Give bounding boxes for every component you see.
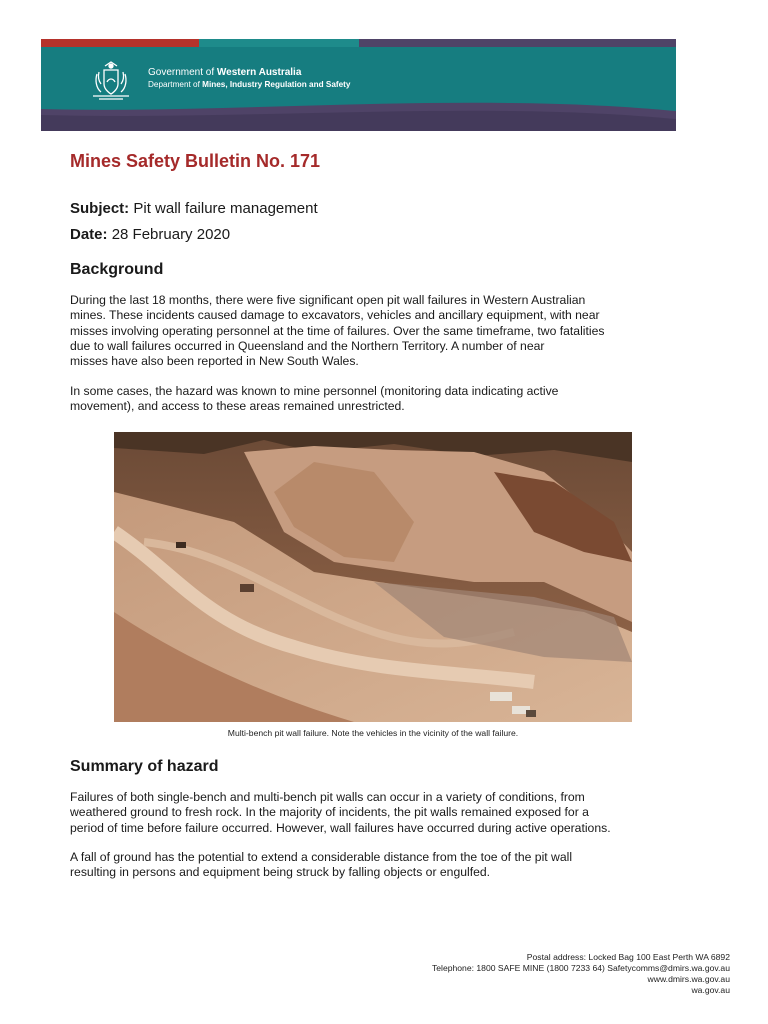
department-label [148,80,350,89]
pit-wall-failure-photo [114,432,632,722]
paragraph-line: period of time before failure occurred. However, wall failures have occurred during active operations. [70,820,611,835]
page-footer [432,952,730,996]
subject-value: Pit wall failure management [133,200,318,217]
department-name: Mines, Industry Regulation and Safety [202,80,351,89]
paragraph-line: Failures of both single-bench and multi-bench pit walls can occur in a variety of conditions, from [70,790,585,804]
paragraph-line: mines. These incidents caused damage to excavators, vehicles and ancillary equipment, with near [70,308,600,323]
government-prefix: Government of [148,67,217,78]
header-banner [41,39,676,131]
telephone-email: Telephone: 1800 SAFE MINE (1800 7233 64) Safetycomms@dmirs.wa.gov.au [431,963,730,973]
summary-heading: Summary of hazard [70,758,219,775]
paragraph-line: During the last 18 months, there were five significant open pit wall failures in Western Australian [70,293,586,307]
department-prefix: Department of [148,80,203,89]
paragraph-line: In some cases, the hazard was known to mine personnel (monitoring data indicating active [70,384,559,398]
subject-row [70,200,318,217]
bulletin-title: Mines Safety Bulletin No. 171 [70,151,321,171]
postal-address: Postal address: Locked Bag 100 East Perth WA 6892 [526,952,730,962]
paragraph-line: resulting in persons and equipment being struck by falling objects or engulfed. [70,865,491,880]
date-row [70,226,230,243]
paragraph-line: weathered ground to fresh rock. In the majority of incidents, the pit walls remained exposed for a [70,805,589,820]
paragraph-line: due to wall failures occurred in Queensland and the Northern Territory. A number of near [70,338,545,353]
date-label: Date: [70,226,108,243]
summary-paragraph-1 [70,790,690,836]
banner-background [41,39,676,131]
website-link[interactable]: www.dmirs.wa.gov.au [647,974,730,984]
summary-paragraph-2 [70,850,690,881]
background-heading: Background [70,261,164,278]
figure-caption: Multi-bench pit wall failure. Note the vehicles in the vicinity of the wall failure. [227,728,519,738]
date-value: 28 February 2020 [111,226,231,243]
paragraph-line: movement), and access to these areas remained unrestricted. [70,399,405,414]
wa-coat-of-arms-icon [89,60,133,102]
background-paragraph-1 [70,293,690,369]
government-state: Western Australia [216,67,302,78]
paragraph-line: misses have also been reported in New South Wales. [70,354,359,369]
website-link[interactable]: wa.gov.au [691,985,730,995]
paragraph-line: misses involving operating personnel at the time of failures. Over the same timeframe, two fatalities [70,323,605,338]
subject-label: Subject: [70,200,130,217]
government-label [148,67,301,78]
paragraph-line: A fall of ground has the potential to extend a considerable distance from the toe of the pit wall [70,850,573,864]
background-paragraph-2 [70,384,690,415]
